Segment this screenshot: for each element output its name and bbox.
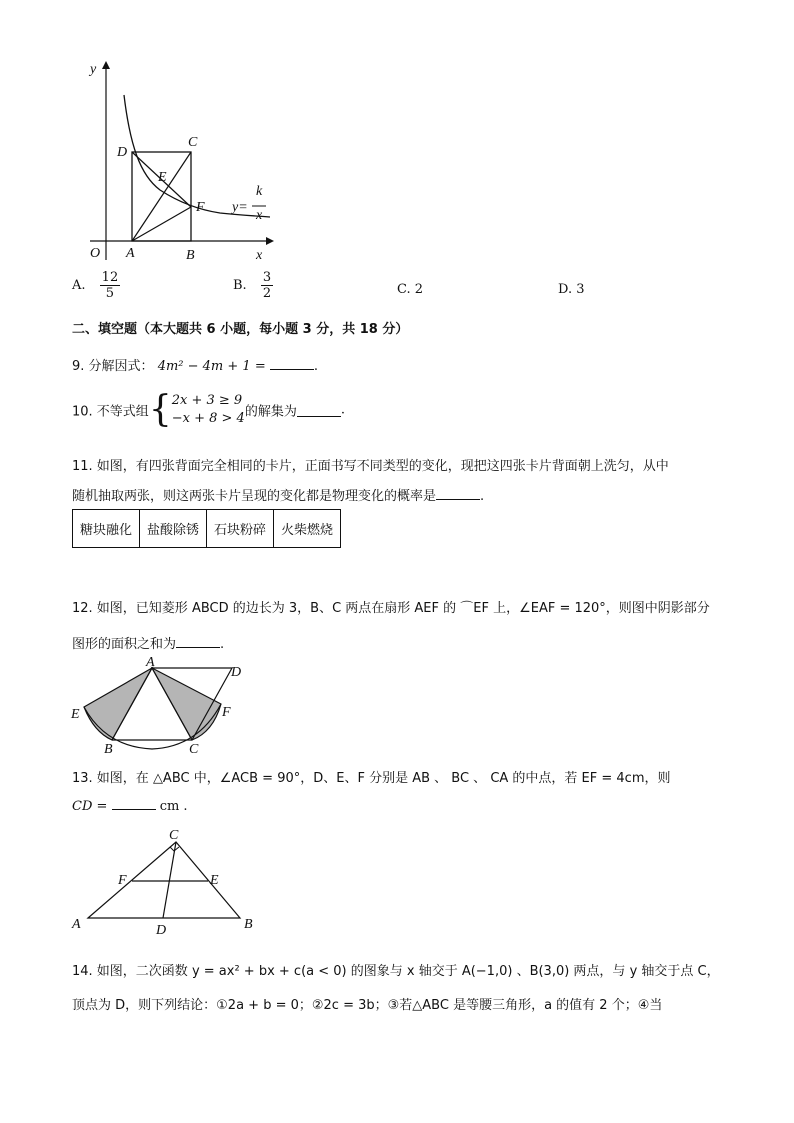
fig8-curve-k: k <box>256 184 263 199</box>
q9-blank <box>270 357 314 370</box>
option-b-label: B. <box>233 278 247 293</box>
question-11-line1: 11. 如图，有四张背面完全相同的卡片，正面书写不同类型的变化，现把这四张卡片背面朝上洗匀，从中 <box>72 459 669 474</box>
q9-prefix: 9. 分解因式： <box>72 359 154 374</box>
table-row <box>73 510 341 548</box>
fig8-point-c: C <box>188 135 198 150</box>
option-a-den: 5 <box>105 286 115 301</box>
q11-blank <box>436 487 480 500</box>
q10-blank <box>297 404 341 417</box>
q12-label-c: C <box>189 742 199 757</box>
fig8-point-d: D <box>117 145 128 160</box>
card-1: 糖块融化 <box>73 510 140 548</box>
q10-brace: { <box>148 389 172 430</box>
fig8-x-label: x <box>256 248 263 263</box>
q10-system <box>172 392 245 428</box>
fig8-point-f: F <box>196 200 205 215</box>
q13-unit: cm . <box>159 799 188 814</box>
q9-end: . <box>313 359 318 374</box>
question-11-line2 <box>72 485 484 504</box>
q11-card-table <box>72 509 341 548</box>
q13-label-d: D <box>156 923 167 938</box>
option-b-num: 3 <box>262 270 272 285</box>
option-b <box>233 270 273 301</box>
q13-label-a: A <box>72 917 81 932</box>
section-title: 二、填空题（本大题共 6 小题，每小题 3 分，共 18 分） <box>72 322 409 337</box>
q12-end: . <box>220 637 225 652</box>
card-3: 石块粉碎 <box>207 510 274 548</box>
fig8-point-b: B <box>186 248 195 263</box>
q13-blank <box>112 797 156 810</box>
q11-end: . <box>480 489 485 504</box>
q13-cd: CD = <box>72 799 108 814</box>
question-13-line2 <box>72 797 188 814</box>
fig8-origin: O <box>90 246 101 261</box>
q12-label-a: A <box>146 655 155 670</box>
question-10 <box>72 389 345 430</box>
q12-line2-text: 图形的面积之和为 <box>72 637 177 652</box>
q10-line2: −x + 8 > 4 <box>171 411 245 426</box>
q11-line2-text: 随机抽取两张，则这两张卡片呈现的变化都是物理变化的概率是 <box>72 489 437 504</box>
question-14-line1: 14. 如图，二次函数 y = ax² + bx + c(a < 0) 的图象与 x 轴交于 A(−1,0) 、B(3,0) 两点，与 y 轴交于点 C， <box>72 964 720 979</box>
card-2: 盐酸除锈 <box>140 510 207 548</box>
question-14-line2: 顶点为 D，则下列结论：①2a + b = 0；②2c = 3b；③若△ABC 是等腰三角形，a 的值有 2 个；④当 <box>72 998 663 1013</box>
q13-label-b: B <box>244 917 253 932</box>
option-c: C. 2 <box>397 282 424 297</box>
option-b-den: 2 <box>262 286 272 301</box>
q10-line1: 2x + 3 ≥ 9 <box>171 393 243 408</box>
q13-label-c: C <box>169 828 179 843</box>
option-a-label: A. <box>72 278 86 293</box>
q12-label-b: B <box>104 742 113 757</box>
q12-blank <box>176 635 220 648</box>
fig8-point-e: E <box>158 170 167 185</box>
q12-label-f: F <box>222 705 231 720</box>
question-12-line1: 12. 如图，已知菱形 ABCD 的边长为 3，B、C 两点在扇形 AEF 的 ⌒EF 上，∠EAF = 120°，则图中阴影部分 <box>72 601 710 616</box>
question-13-line1: 13. 如图，在 △ABC 中，∠ACB = 90°，D、E、F 分别是 AB 、 BC 、 CA 的中点，若 EF = 4cm，则 <box>72 771 671 786</box>
fig8-curve-y: y= <box>232 200 248 215</box>
q13-figure <box>66 824 266 942</box>
q12-label-e: E <box>71 707 80 722</box>
q12-figure <box>66 652 266 762</box>
q13-label-f: F <box>118 873 127 888</box>
q10-prefix: 10. 不等式组 <box>72 404 149 420</box>
q8-figure <box>70 55 290 270</box>
q13-label-e: E <box>210 873 219 888</box>
fig8-y-label: y <box>90 62 97 77</box>
option-a-fraction <box>100 270 121 301</box>
q12-label-d: D <box>231 665 242 680</box>
q10-end: . <box>340 402 345 418</box>
option-a <box>72 270 120 301</box>
option-d: D. 3 <box>558 282 585 297</box>
q10-suffix: 的解集为 <box>244 404 297 420</box>
fig8-point-a: A <box>126 246 135 261</box>
question-12-line2 <box>72 633 224 652</box>
fig8-curve-x: x <box>256 208 263 223</box>
option-a-num: 12 <box>101 270 119 285</box>
option-b-fraction <box>261 270 273 301</box>
question-9 <box>72 355 318 374</box>
card-4: 火柴燃烧 <box>274 510 341 548</box>
q9-expr: 4m² − 4m + 1 = <box>157 359 266 374</box>
